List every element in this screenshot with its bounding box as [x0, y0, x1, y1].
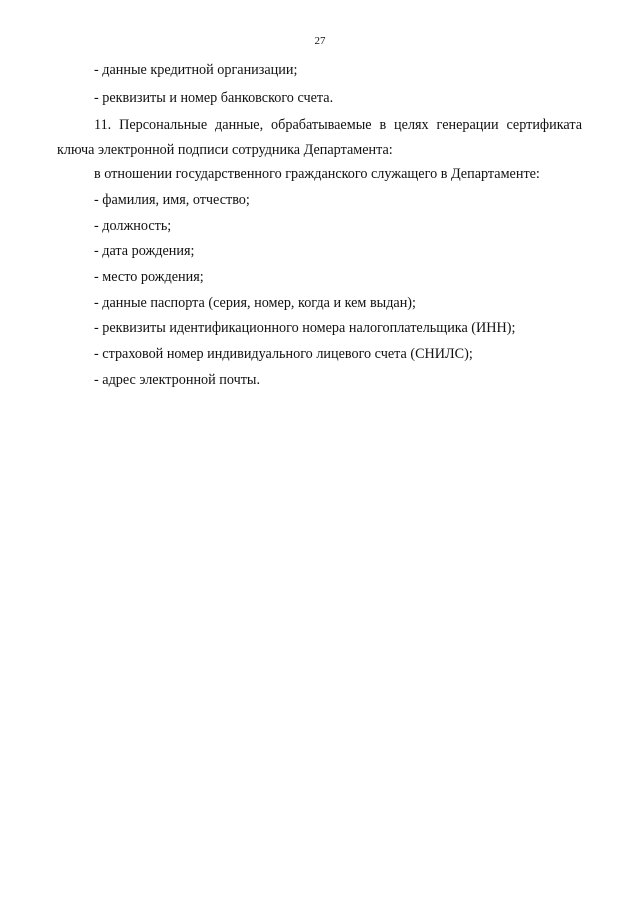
list-item-birth-place: - место рождения;	[94, 269, 204, 285]
list-item-birth-date: - дата рождения;	[94, 243, 195, 259]
list-item-snils: - страховой номер индивидуального лицевого счета (СНИЛС);	[94, 346, 473, 362]
list-item-position: - должность;	[94, 218, 172, 234]
paragraph-item-11-line-1: 11. Персональные данные, обрабатываемые в целях генерации сертификата	[94, 117, 582, 133]
paragraph-intro: в отношении государственного гражданского служащего в Департаменте:	[94, 166, 540, 182]
list-item-inn: - реквизиты идентификационного номера налогоплательщика (ИНН);	[94, 320, 516, 336]
list-item-full-name: - фамилия, имя, отчество;	[94, 192, 250, 208]
list-item-credit-organization: - данные кредитной организации;	[94, 62, 298, 78]
list-item-email: - адрес электронной почты.	[94, 372, 261, 388]
list-item-bank-details: - реквизиты и номер банковского счета.	[94, 90, 334, 106]
paragraph-item-11-line-2: ключа электронной подписи сотрудника Департамента:	[57, 142, 393, 158]
page-number: 27	[314, 35, 326, 47]
list-item-passport: - данные паспорта (серия, номер, когда и кем выдан);	[94, 295, 416, 311]
